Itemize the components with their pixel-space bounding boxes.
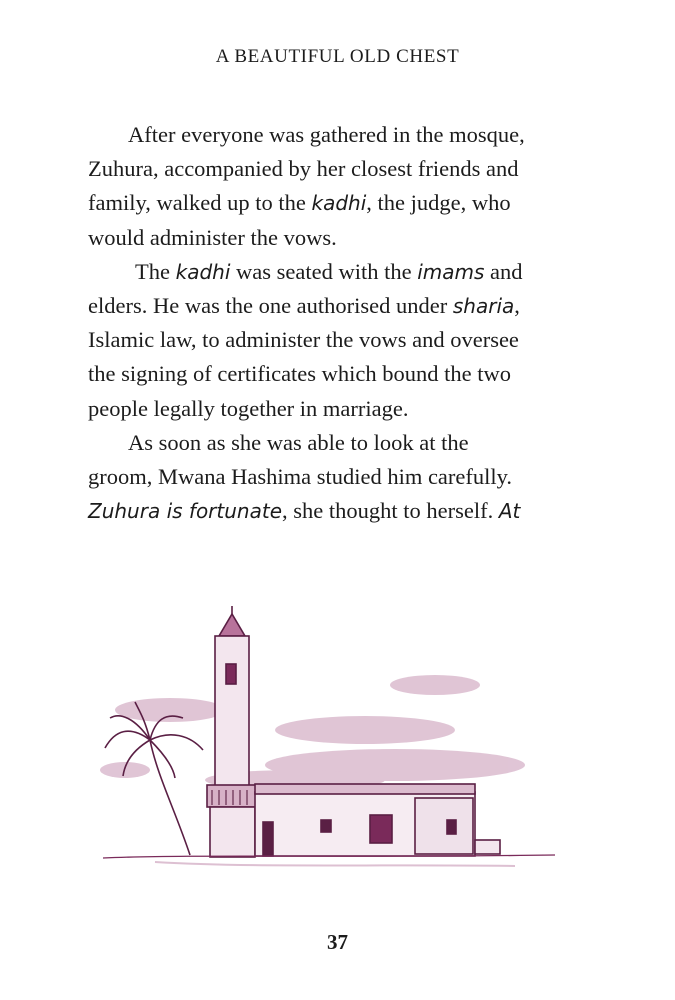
italic-term: kadhi <box>311 191 367 216</box>
page-number: 37 <box>327 930 348 954</box>
text-line <box>88 289 588 323</box>
text-line <box>88 494 588 528</box>
text-line <box>88 255 588 289</box>
text-run: , <box>514 293 520 319</box>
text-line: Islamic law, to administer the vows and oversee <box>88 327 519 353</box>
text-run: was seated with the <box>230 258 418 284</box>
text-run: , the judge, who <box>366 190 511 216</box>
text-line: groom, Mwana Hashima studied him carefully. <box>88 464 513 490</box>
italic-term: sharia <box>452 294 515 319</box>
text-run: family, walked up to the <box>88 190 312 216</box>
italic-term: kadhi <box>175 259 231 284</box>
prayer-hall <box>255 784 500 856</box>
text-run: , she thought to herself. <box>282 498 499 524</box>
text-run: and <box>484 258 523 284</box>
text-line: would administer the vows. <box>88 224 337 250</box>
italic-thought: Zuhura is fortunate <box>88 499 282 524</box>
sky-wash <box>100 675 525 790</box>
text-line: As soon as she was able to look at the <box>128 429 469 455</box>
minaret <box>207 606 257 857</box>
running-head: A BEAUTIFUL OLD CHEST <box>215 46 460 67</box>
ground-shadow <box>155 862 515 866</box>
body-text <box>88 118 588 528</box>
text-line: After everyone was gathered in the mosque, <box>128 122 525 147</box>
mosque-illustration <box>95 600 565 900</box>
text-line: people legally together in marriage. <box>88 395 409 421</box>
palm-tree <box>105 702 203 855</box>
text-line: Zuhura, accompanied by her closest friends and <box>88 156 519 182</box>
text-line: the signing of certificates which bound the two <box>88 361 512 387</box>
text-run: elders. He was the one authorised under <box>88 293 453 319</box>
text-run: The <box>135 258 176 284</box>
italic-term: imams <box>417 259 485 284</box>
italic-thought: At <box>498 499 521 524</box>
text-line <box>88 186 588 220</box>
